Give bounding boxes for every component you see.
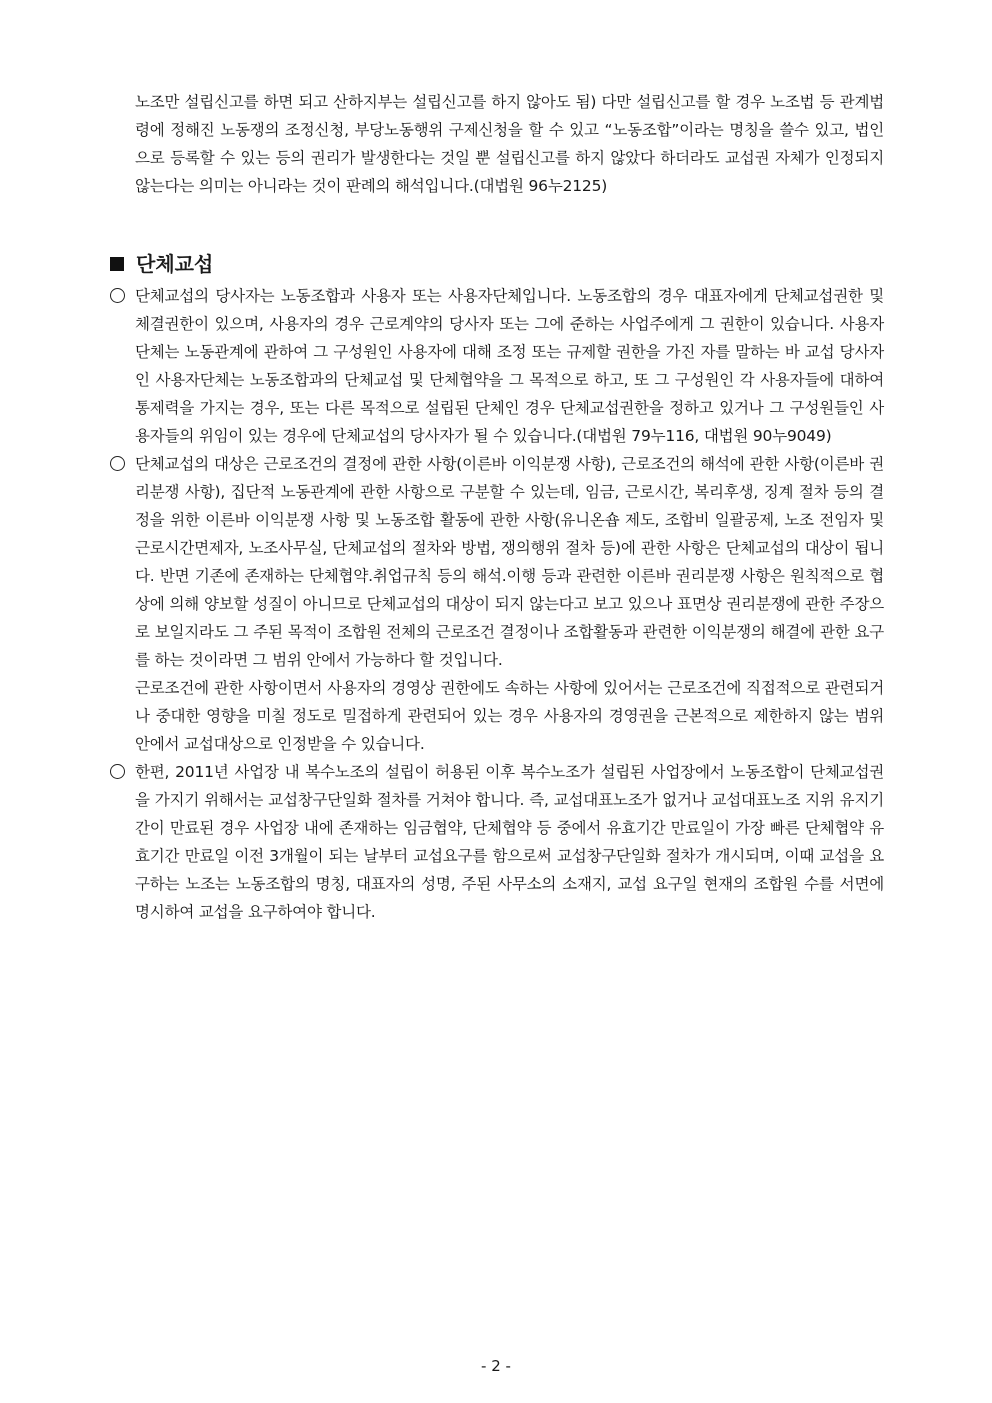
black-square-icon	[110, 257, 124, 271]
circle-bullet-icon	[110, 456, 125, 471]
section-heading	[110, 250, 213, 278]
circle-bullet-icon	[110, 288, 125, 303]
section-title: 단체교섭	[136, 252, 214, 276]
list-item	[110, 282, 884, 450]
circle-bullet-icon	[110, 764, 125, 779]
item-paragraph: 근로조건에 관한 사항이면서 사용자의 경영상 권한에도 속하는 사항에 있어서는 근로조건에 직접적으로 관련되거나 중대한 영향을 미칠 정도로 밀접하게 관련되어 있는 경우 사용자의 경영권을 근본적으로 제한하지 않는 범위 안에서 교섭대상으로 인정받을 수 있습니다.	[135, 679, 884, 753]
list-item	[110, 450, 884, 758]
item-paragraph: 단체교섭의 대상은 근로조건의 결정에 관한 사항(이른바 이익분쟁 사항), 근로조건의 해석에 관한 사항(이른바 권리분쟁 사항), 집단적 노동관계에 관한 사항으로 구분할 수 있는데, 임금, 근로시간, 복리후생, 징계 절차 등의 결정을 위한 이른바 이익분쟁 사항 및 노동조합 활동에 관한 사항(유니온숍 제도, 조합비 일괄공제, 노조 전임자 및 근로시간면제자, 노조사무실, 단체교섭의 절차와 방법, 쟁의행위 절차 등)에 관한 사항은 단체교섭의 대상이 됩니다. 반면 기존에 존재하는 단체협약.취업규칙 등의 해석.이행 등과 관련한 이른바 권리분쟁 사항은 원칙적으로 협상에 의해 양보할 성질이 아니므로 단체교섭의 대상이 되지 않는다고 보고 있으나 표면상 권리분쟁에 관한 주장으로 보일지라도 그 주된 목적이 조합원 전체의 근로조건 결정이나 조합활동과 관련한 이익분쟁의 해결에 관한 요구를 하는 것이라면 그 범위 안에서 가능하다 할 것입니다.	[135, 455, 884, 669]
section-list	[110, 282, 884, 926]
page-number: - 2 -	[481, 1357, 511, 1375]
list-item	[110, 758, 884, 926]
item-paragraph: 단체교섭의 당사자는 노동조합과 사용자 또는 사용자단체입니다. 노동조합의 경우 대표자에게 단체교섭권한 및 체결권한이 있으며, 사용자의 경우 근로계약의 당사자 또는 그에 준하는 사업주에게 그 권한이 있습니다. 사용자단체는 노동관계에 관하여 그 구성원인 사용자에 대해 조정 또는 규제할 권한을 가진 자를 말하는 바 교섭 당사자인 사용자단체는 노동조합과의 단체교섭 및 단체협약을 그 목적으로 하고, 또 그 구성원인 각 사용자들에 대하여 통제력을 가지는 경우, 또는 다른 목적으로 설립된 단체인 경우 단체교섭권한을 정하고 있거나 그 구성원들인 사용자들의 위임이 있는 경우에 단체교섭의 당사자가 될 수 있습니다.(대법원 79누116, 대법원 90누9049)	[135, 287, 884, 445]
item-paragraph: 한편, 2011년 사업장 내 복수노조의 설립이 허용된 이후 복수노조가 설립된 사업장에서 노동조합이 단체교섭권을 가지기 위해서는 교섭창구단일화 절차를 거쳐야 합니다. 즉, 교섭대표노조가 없거나 교섭대표노조 지위 유지기간이 만료된 경우 사업장 내에 존재하는 임금협약, 단체협약 등 중에서 유효기간 만료일이 가장 빠른 단체협약 유효기간 만료일 이전 3개월이 되는 날부터 교섭요구를 함으로써 교섭창구단일화 절차가 개시되며, 이때 교섭을 요구하는 노조는 노동조합의 명칭, 대표자의 성명, 주된 사무소의 소재지, 교섭 요구일 현재의 조합원 수를 서면에 명시하여 교섭을 요구하여야 합니다.	[135, 763, 884, 921]
continuation-paragraph: 노조만 설립신고를 하면 되고 산하지부는 설립신고를 하지 않아도 됨) 다만 설립신고를 할 경우 노조법 등 관계법령에 정해진 노동쟁의 조정신청, 부당노동행위 구제신청을 할 수 있고 “노동조합”이라는 명칭을 쓸수 있고, 법인으로 등록할 수 있는 등의 권리가 발생한다는 것일 뿐 설립신고를 하지 않았다 하더라도 교섭권 자체가 인정되지 않는다는 의미는 아니라는 것이 판례의 해석입니다.(대법원 96누2125)	[135, 93, 884, 195]
